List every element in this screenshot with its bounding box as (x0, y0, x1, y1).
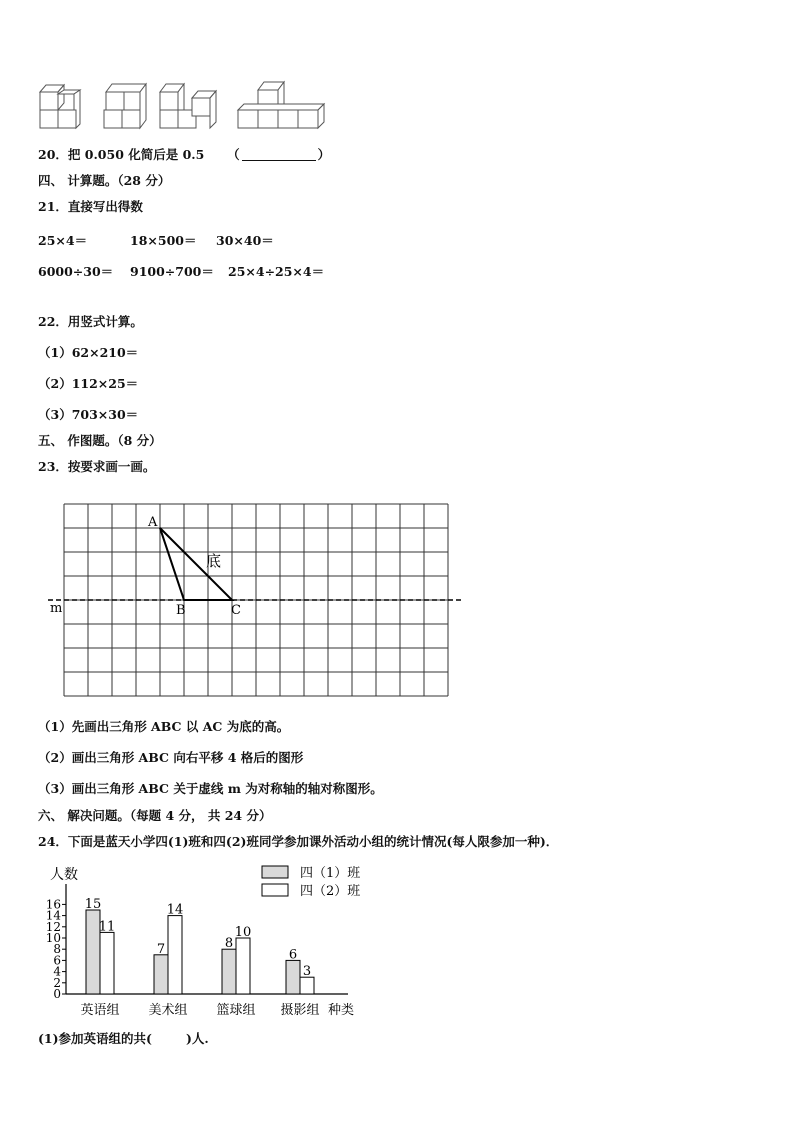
legend-label-1: 四（1）班 (300, 866, 361, 881)
cube-figure-3 (160, 84, 216, 128)
bar-value-label: 7 (156, 941, 166, 957)
cube-figure-2 (104, 84, 146, 128)
calc-item: 25×4÷25×4＝ (228, 264, 325, 279)
bar-value-label: 11 (98, 919, 116, 935)
y-tick-label: 6 (53, 953, 61, 968)
calc-item: 6000÷30＝ (38, 264, 114, 279)
label-m: m (50, 601, 63, 616)
bar-1-4 (286, 960, 300, 994)
y-tick-label: 16 (45, 897, 61, 912)
question-20: 20．把 0.050 化简后是 0.5 （ ） (38, 147, 331, 162)
y-tick-label: 0 (53, 987, 61, 1001)
y-tick-label: 10 (45, 931, 61, 945)
task-3: （3）画出三角形 ABC 关于虚线 m 为对称轴的轴对称图形。 (38, 781, 383, 796)
bar-value-label: 15 (84, 897, 102, 912)
label-c: C (231, 603, 241, 618)
bar-2-1 (100, 932, 114, 994)
bar-value-label: 10 (234, 925, 252, 940)
label-a: A (148, 515, 158, 530)
cube-figure-4 (238, 82, 324, 128)
bar-2-2 (168, 916, 182, 994)
bar-value-label: 14 (166, 902, 184, 918)
question-24-sub-1: (1)参加英语组的共( )人. (38, 1031, 209, 1046)
category-label: 美术组 (148, 1003, 188, 1018)
question-20-text: 20．把 0.050 化简后是 0.5 (38, 147, 205, 162)
vertical-calc-item: （3）703×30＝ (38, 407, 139, 422)
task-1: （1）先画出三角形 ABC 以 AC 为底的高。 (38, 719, 290, 734)
legend-label-2: 四（2）班 (300, 884, 361, 899)
y-tick-label: 2 (53, 975, 61, 990)
calc-item: 30×40＝ (216, 233, 274, 248)
bar-2-3 (236, 938, 250, 994)
y-axis-label: 人数 (50, 867, 78, 883)
category-label: 篮球组 (216, 1003, 256, 1018)
section-6-title: 六、 解决问题。（每题 4 分， 共 24 分） (38, 808, 272, 823)
question-22-title: 22．用竖式计算。 (38, 314, 143, 329)
bar-value-label: 3 (302, 964, 312, 980)
question-24-text: 24．下面是蓝天小学四(1)班和四(2)班同学参加课外活动小组的统计情况(每人限参加一种)． (38, 834, 559, 849)
bar-value-label: 8 (224, 936, 234, 952)
question-23-title: 23．按要求画一画。 (38, 459, 156, 474)
triangle-abc (160, 528, 232, 600)
task-2: （2）画出三角形 ABC 向右平移 4 格后的图形 (38, 750, 304, 765)
x-axis-label: 种类 (328, 1003, 355, 1018)
vertical-calc-item: （2）112×25＝ (38, 376, 139, 391)
bar-chart (36, 858, 396, 1024)
answer-blank-20[interactable] (242, 148, 316, 161)
cube-figure-1 (40, 85, 80, 128)
section-5-title: 五、 作图题。（8 分） (38, 433, 162, 448)
category-label: 摄影组 (280, 1003, 320, 1018)
y-tick-label: 12 (45, 919, 61, 934)
y-tick-label: 8 (53, 942, 61, 957)
bar-1-3 (222, 949, 236, 994)
grid-figure (44, 496, 468, 700)
vertical-calc-item: （1）62×210＝ (38, 345, 139, 360)
legend-swatch-1 (262, 866, 288, 878)
calc-item: 25×4＝ (38, 233, 88, 248)
label-base: 底 (206, 552, 222, 570)
cube-figures (36, 76, 336, 132)
label-b: B (176, 603, 186, 618)
question-21-title: 21．直接写出得数 (38, 199, 143, 214)
bar-1-2 (154, 955, 168, 994)
calc-item: 18×500＝ (130, 233, 197, 248)
bar-2-4 (300, 977, 314, 994)
legend-swatch-2 (262, 884, 288, 896)
section-4-title: 四、 计算题。（28 分） (38, 173, 171, 188)
bar-value-label: 6 (288, 947, 298, 963)
y-tick-label: 14 (45, 908, 61, 923)
category-label: 英语组 (80, 1003, 120, 1018)
y-tick-label: 4 (53, 964, 61, 979)
calc-item: 9100÷700＝ (130, 264, 214, 279)
